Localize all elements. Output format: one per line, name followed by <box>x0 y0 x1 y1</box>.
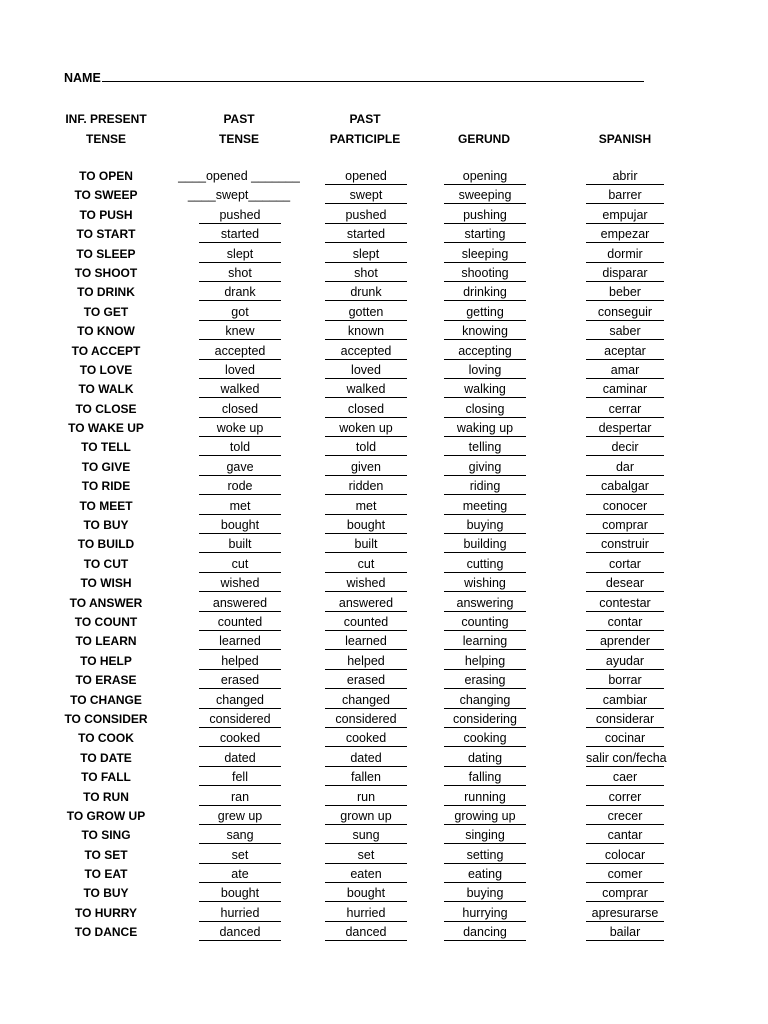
gerund-cell[interactable]: counting <box>444 612 526 631</box>
spanish-cell[interactable]: conseguir <box>586 302 664 321</box>
past-tense-cell[interactable]: ____swept______ <box>187 188 291 203</box>
past-participle-cell[interactable]: gotten <box>325 302 407 321</box>
gerund-cell[interactable]: accepting <box>444 341 526 360</box>
past-participle-cell[interactable]: answered <box>325 593 407 612</box>
infinitive-cell: TO GET <box>83 304 129 319</box>
past-participle-cell[interactable]: told <box>325 437 407 456</box>
spanish-cell[interactable]: caminar <box>586 379 664 398</box>
infinitive-cell: TO BUILD <box>77 537 135 552</box>
infinitive-cell: TO ACCEPT <box>71 343 141 358</box>
past-participle-cell[interactable]: opened <box>325 166 407 185</box>
infinitive-cell: TO BUY <box>83 518 129 533</box>
gerund-cell[interactable]: buying <box>444 515 526 534</box>
past-tense-cell[interactable]: counted <box>199 612 281 631</box>
gerund-cell[interactable]: loving <box>444 360 526 379</box>
spanish-cell[interactable]: empujar <box>586 205 664 224</box>
spanish-cell[interactable]: disparar <box>586 263 664 282</box>
past-participle-cell[interactable]: ridden <box>325 476 407 495</box>
gerund-cell[interactable]: changing <box>444 690 526 709</box>
past-tense-cell[interactable]: shot <box>199 263 281 282</box>
infinitive-cell: TO SLEEP <box>76 246 136 261</box>
past-participle-cell[interactable]: closed <box>325 399 407 418</box>
spanish-cell[interactable]: considerar <box>586 709 664 728</box>
table-row <box>0 418 768 437</box>
past-participle-cell[interactable]: considered <box>325 709 407 728</box>
name-blank-line[interactable] <box>102 70 644 82</box>
past-participle-cell[interactable]: helped <box>325 651 407 670</box>
past-participle-cell[interactable]: learned <box>325 631 407 650</box>
spanish-cell[interactable]: decir <box>586 437 664 456</box>
past-participle-cell[interactable]: built <box>325 534 407 553</box>
past-tense-cell[interactable]: considered <box>199 709 281 728</box>
past-tense-cell[interactable]: told <box>199 437 281 456</box>
gerund-cell[interactable]: singing <box>444 825 526 844</box>
past-participle-cell[interactable]: bought <box>325 883 407 902</box>
spanish-cell[interactable]: comprar <box>586 883 664 902</box>
past-participle-cell[interactable]: danced <box>325 922 407 941</box>
spanish-cell[interactable]: cocinar <box>586 728 664 747</box>
table-row <box>0 282 768 301</box>
past-tense-cell[interactable]: closed <box>199 399 281 418</box>
past-participle-cell[interactable]: wished <box>325 573 407 592</box>
table-row <box>0 341 768 360</box>
past-tense-cell[interactable]: sang <box>199 825 281 844</box>
spanish-cell[interactable]: colocar <box>586 845 664 864</box>
gerund-cell[interactable]: telling <box>444 437 526 456</box>
table-row <box>0 612 768 631</box>
table-row <box>0 728 768 747</box>
table-row <box>0 437 768 456</box>
table-row <box>0 748 768 767</box>
past-participle-cell[interactable]: set <box>325 845 407 864</box>
gerund-cell[interactable]: running <box>444 787 526 806</box>
past-tense-cell[interactable]: changed <box>199 690 281 709</box>
past-participle-cell[interactable]: pushed <box>325 205 407 224</box>
header-gerund <box>419 109 549 149</box>
spanish-cell[interactable]: borrar <box>586 670 664 689</box>
past-tense-cell[interactable]: erased <box>199 670 281 689</box>
gerund-cell[interactable]: pushing <box>444 205 526 224</box>
spanish-cell[interactable]: caer <box>586 767 664 786</box>
past-tense-cell[interactable]: ate <box>199 864 281 883</box>
spanish-cell[interactable]: desear <box>586 573 664 592</box>
table-row <box>0 534 768 553</box>
infinitive-cell: TO CONSIDER <box>64 711 148 726</box>
infinitive-cell: TO ERASE <box>75 673 137 688</box>
spanish-cell[interactable]: dar <box>586 457 664 476</box>
gerund-cell[interactable]: answering <box>444 593 526 612</box>
spanish-cell[interactable]: empezar <box>586 224 664 243</box>
infinitive-cell: TO LOVE <box>79 362 133 377</box>
gerund-cell[interactable]: sleeping <box>444 244 526 263</box>
spanish-cell[interactable]: ayudar <box>586 651 664 670</box>
infinitive-cell: TO DATE <box>80 750 132 765</box>
past-tense-cell[interactable]: cooked <box>199 728 281 747</box>
infinitive-cell: TO SING <box>81 828 131 843</box>
gerund-cell[interactable]: giving <box>444 457 526 476</box>
past-tense-cell[interactable]: started <box>199 224 281 243</box>
gerund-cell[interactable]: meeting <box>444 496 526 515</box>
gerund-cell[interactable]: dating <box>444 748 526 767</box>
past-tense-cell[interactable]: drank <box>199 282 281 301</box>
table-row <box>0 379 768 398</box>
past-tense-cell[interactable]: learned <box>199 631 281 650</box>
table-row <box>0 166 768 185</box>
spanish-cell[interactable]: conocer <box>586 496 664 515</box>
table-row <box>0 864 768 883</box>
gerund-cell[interactable]: drinking <box>444 282 526 301</box>
infinitive-cell: TO FALL <box>81 770 131 785</box>
table-row <box>0 651 768 670</box>
header-gerund-label: GERUND <box>457 132 510 146</box>
table-row <box>0 593 768 612</box>
past-tense-cell[interactable]: hurried <box>199 903 281 922</box>
past-tense-cell[interactable]: answered <box>199 593 281 612</box>
past-participle-cell[interactable]: woken up <box>325 418 407 437</box>
infinitive-cell: TO HELP <box>80 653 132 668</box>
past-participle-cell[interactable]: loved <box>325 360 407 379</box>
spanish-cell[interactable]: amar <box>586 360 664 379</box>
past-participle-cell[interactable]: given <box>325 457 407 476</box>
spanish-cell[interactable]: crecer <box>586 806 664 825</box>
table-row <box>0 573 768 592</box>
infinitive-cell: TO RUN <box>83 789 129 804</box>
header-infinitive-line1: INF. PRESENT <box>65 112 147 126</box>
infinitive-cell: TO WALK <box>78 382 134 397</box>
gerund-cell[interactable]: helping <box>444 651 526 670</box>
past-participle-cell[interactable]: walked <box>325 379 407 398</box>
table-row <box>0 554 768 573</box>
spanish-cell[interactable]: apresurarse <box>586 903 664 922</box>
header-past-tense-line2: TENSE <box>218 132 259 146</box>
spanish-cell[interactable]: bailar <box>586 922 664 941</box>
header-spanish <box>560 109 690 149</box>
table-row <box>0 496 768 515</box>
infinitive-cell: TO CLOSE <box>75 401 137 416</box>
infinitive-cell: TO PUSH <box>79 207 133 222</box>
gerund-cell[interactable]: knowing <box>444 321 526 340</box>
header-past-participle-line1: PAST <box>349 112 381 126</box>
spanish-cell[interactable]: barrer <box>586 185 664 204</box>
past-tense-cell[interactable]: grew up <box>199 806 281 825</box>
past-tense-cell[interactable]: slept <box>199 244 281 263</box>
past-tense-cell[interactable]: pushed <box>199 205 281 224</box>
past-participle-cell[interactable]: shot <box>325 263 407 282</box>
past-participle-cell[interactable]: known <box>325 321 407 340</box>
past-tense-cell[interactable]: rode <box>199 476 281 495</box>
past-tense-cell[interactable]: got <box>199 302 281 321</box>
spanish-cell[interactable]: saber <box>586 321 664 340</box>
past-participle-cell[interactable]: grown up <box>325 806 407 825</box>
infinitive-cell: TO CUT <box>83 556 129 571</box>
past-participle-cell[interactable]: changed <box>325 690 407 709</box>
table-row <box>0 302 768 321</box>
header-infinitive <box>41 109 171 149</box>
gerund-cell[interactable]: setting <box>444 845 526 864</box>
gerund-cell[interactable]: falling <box>444 767 526 786</box>
infinitive-cell: TO DANCE <box>74 925 138 940</box>
past-participle-cell[interactable]: sung <box>325 825 407 844</box>
infinitive-cell: TO SWEEP <box>74 188 138 203</box>
spanish-cell[interactable]: salir con/fecha <box>586 748 664 767</box>
gerund-cell[interactable]: sweeping <box>444 185 526 204</box>
table-row <box>0 263 768 282</box>
table-row <box>0 476 768 495</box>
spanish-cell[interactable]: cerrar <box>586 399 664 418</box>
past-participle-cell[interactable]: drunk <box>325 282 407 301</box>
gerund-cell[interactable]: closing <box>444 399 526 418</box>
table-row <box>0 321 768 340</box>
infinitive-cell: TO KNOW <box>77 324 135 339</box>
table-row <box>0 883 768 902</box>
table-row <box>0 922 768 941</box>
table-row <box>0 787 768 806</box>
gerund-cell[interactable]: considering <box>444 709 526 728</box>
table-row <box>0 845 768 864</box>
infinitive-cell: TO SHOOT <box>74 265 138 280</box>
past-participle-cell[interactable]: counted <box>325 612 407 631</box>
spanish-cell[interactable]: aceptar <box>586 341 664 360</box>
spanish-cell[interactable]: aprender <box>586 631 664 650</box>
past-tense-cell[interactable]: knew <box>199 321 281 340</box>
table-row <box>0 457 768 476</box>
gerund-cell[interactable]: riding <box>444 476 526 495</box>
infinitive-cell: TO OPEN <box>79 169 133 183</box>
infinitive-cell: TO CHANGE <box>70 692 142 707</box>
table-row <box>0 709 768 728</box>
gerund-cell[interactable]: wishing <box>444 573 526 592</box>
table-row <box>0 185 768 204</box>
table-row <box>0 244 768 263</box>
table-row <box>0 767 768 786</box>
table-row <box>0 205 768 224</box>
past-participle-cell[interactable]: run <box>325 787 407 806</box>
spanish-cell[interactable]: cabalgar <box>586 476 664 495</box>
infinitive-cell: TO EAT <box>84 867 128 882</box>
table-row <box>0 670 768 689</box>
past-tense-cell[interactable]: gave <box>199 457 281 476</box>
gerund-cell[interactable]: eating <box>444 864 526 883</box>
past-tense-cell[interactable]: cut <box>199 554 281 573</box>
header-past-tense <box>174 109 304 149</box>
infinitive-cell: TO START <box>76 227 136 242</box>
gerund-cell[interactable]: cooking <box>444 728 526 747</box>
past-participle-cell[interactable]: slept <box>325 244 407 263</box>
gerund-cell[interactable]: cutting <box>444 554 526 573</box>
spanish-cell[interactable]: beber <box>586 282 664 301</box>
past-participle-cell[interactable]: cooked <box>325 728 407 747</box>
infinitive-cell: TO GIVE <box>81 459 131 474</box>
infinitive-cell: TO COOK <box>78 731 134 746</box>
table-row <box>0 360 768 379</box>
spanish-cell[interactable]: cambiar <box>586 690 664 709</box>
name-label: NAME <box>64 71 101 85</box>
past-tense-cell[interactable]: fell <box>199 767 281 786</box>
spanish-cell[interactable]: abrir <box>586 166 664 185</box>
table-row <box>0 631 768 650</box>
table-row <box>0 224 768 243</box>
past-participle-cell[interactable]: cut <box>325 554 407 573</box>
past-tense-cell[interactable]: woke up <box>199 418 281 437</box>
header-past-tense-line1: PAST <box>223 112 255 126</box>
past-tense-cell[interactable]: walked <box>199 379 281 398</box>
past-tense-cell[interactable]: ____opened _______ <box>178 169 300 183</box>
spanish-cell[interactable]: comprar <box>586 515 664 534</box>
past-tense-cell[interactable]: danced <box>199 922 281 941</box>
spanish-cell[interactable]: despertar <box>586 418 664 437</box>
past-tense-cell[interactable]: built <box>199 534 281 553</box>
spanish-cell[interactable]: comer <box>586 864 664 883</box>
past-tense-cell[interactable]: dated <box>199 748 281 767</box>
spanish-cell[interactable]: dormir <box>586 244 664 263</box>
spanish-cell[interactable]: construir <box>586 534 664 553</box>
infinitive-cell: TO TELL <box>81 440 131 455</box>
gerund-cell[interactable]: learning <box>444 631 526 650</box>
past-tense-cell[interactable]: loved <box>199 360 281 379</box>
gerund-cell[interactable]: starting <box>444 224 526 243</box>
gerund-cell[interactable]: growing up <box>444 806 526 825</box>
infinitive-cell: TO BUY <box>83 886 129 901</box>
past-tense-cell[interactable]: bought <box>199 515 281 534</box>
infinitive-cell: TO MEET <box>79 498 133 513</box>
table-row <box>0 903 768 922</box>
past-tense-cell[interactable]: set <box>199 845 281 864</box>
table-row <box>0 690 768 709</box>
table-row <box>0 806 768 825</box>
past-participle-cell[interactable]: eaten <box>325 864 407 883</box>
spanish-cell[interactable]: cortar <box>586 554 664 573</box>
infinitive-cell: TO GROW UP <box>66 808 146 823</box>
infinitive-cell: TO COUNT <box>74 614 138 629</box>
past-participle-cell[interactable]: started <box>325 224 407 243</box>
past-participle-cell[interactable]: bought <box>325 515 407 534</box>
table-row <box>0 399 768 418</box>
past-tense-cell[interactable]: accepted <box>199 341 281 360</box>
past-tense-cell[interactable]: ran <box>199 787 281 806</box>
header-spanish-label: SPANISH <box>598 132 652 146</box>
infinitive-cell: TO SET <box>84 847 128 862</box>
spanish-cell[interactable]: cantar <box>586 825 664 844</box>
gerund-cell[interactable]: buying <box>444 883 526 902</box>
table-row <box>0 515 768 534</box>
table-row <box>0 825 768 844</box>
gerund-cell[interactable]: erasing <box>444 670 526 689</box>
past-tense-cell[interactable]: helped <box>199 651 281 670</box>
past-tense-cell[interactable]: wished <box>199 573 281 592</box>
past-tense-cell[interactable]: bought <box>199 883 281 902</box>
past-participle-cell[interactable]: accepted <box>325 341 407 360</box>
infinitive-cell: TO WAKE UP <box>68 421 144 436</box>
gerund-cell[interactable]: walking <box>444 379 526 398</box>
past-participle-cell[interactable]: dated <box>325 748 407 767</box>
past-participle-cell[interactable]: fallen <box>325 767 407 786</box>
verb-table <box>0 166 768 942</box>
gerund-cell[interactable]: getting <box>444 302 526 321</box>
gerund-cell[interactable]: shooting <box>444 263 526 282</box>
gerund-cell[interactable]: opening <box>444 166 526 185</box>
infinitive-cell: TO WISH <box>80 576 132 591</box>
past-participle-cell[interactable]: swept <box>325 185 407 204</box>
gerund-cell[interactable]: hurrying <box>444 903 526 922</box>
past-participle-cell[interactable]: hurried <box>325 903 407 922</box>
header-past-participle-line2: PARTICIPLE <box>329 132 401 146</box>
spanish-cell[interactable]: contar <box>586 612 664 631</box>
infinitive-cell: TO HURRY <box>74 905 137 920</box>
header-past-participle <box>300 109 430 149</box>
infinitive-cell: TO LEARN <box>75 634 137 649</box>
past-tense-cell[interactable]: met <box>199 496 281 515</box>
name-field[interactable] <box>64 70 644 85</box>
infinitive-cell: TO RIDE <box>81 479 131 494</box>
infinitive-cell: TO DRINK <box>77 285 135 300</box>
header-infinitive-line2: TENSE <box>85 132 126 146</box>
spanish-cell[interactable]: correr <box>586 787 664 806</box>
gerund-cell[interactable]: waking up <box>444 418 526 437</box>
gerund-cell[interactable]: dancing <box>444 922 526 941</box>
infinitive-cell: TO ANSWER <box>69 595 143 610</box>
past-participle-cell[interactable]: met <box>325 496 407 515</box>
spanish-cell[interactable]: contestar <box>586 593 664 612</box>
gerund-cell[interactable]: building <box>444 534 526 553</box>
past-participle-cell[interactable]: erased <box>325 670 407 689</box>
